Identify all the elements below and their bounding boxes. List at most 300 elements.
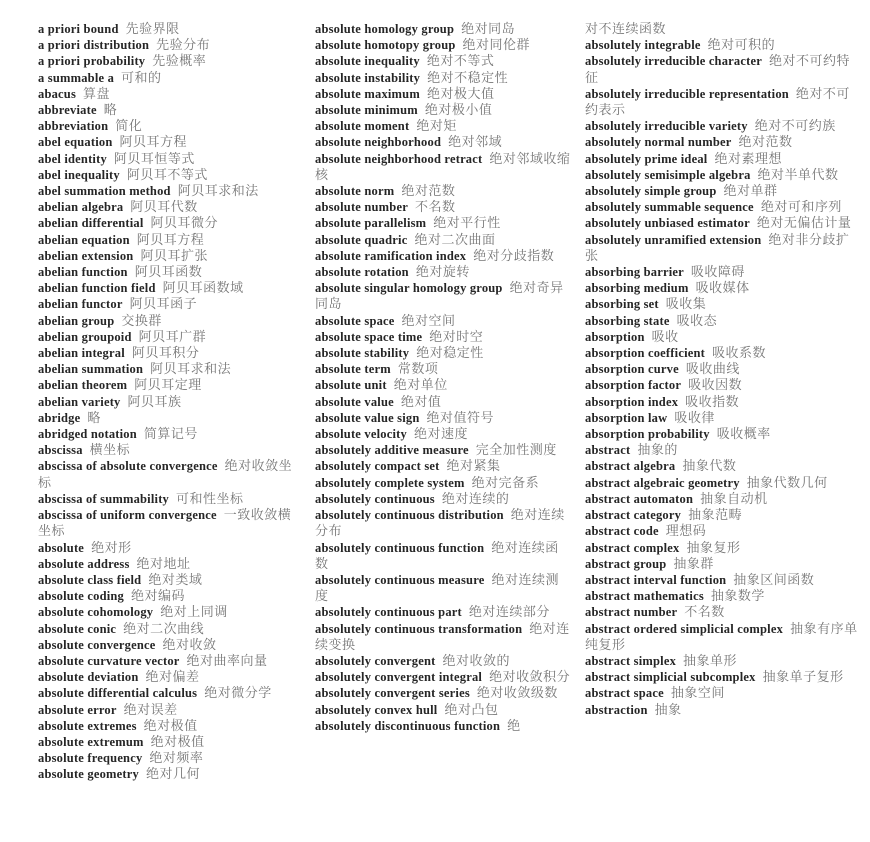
entry-term: abstract (585, 443, 631, 458)
dict-entry (315, 53, 571, 69)
entry-term: absolute extremum (38, 734, 144, 749)
entry-translation: 阿贝耳函数 (134, 264, 203, 280)
entry-translation: 略 (103, 102, 118, 118)
entry-term: absolute rotation (315, 265, 409, 280)
entry-term: absolutely unbiased estimator (585, 216, 750, 231)
dict-entry (585, 426, 861, 442)
dict-entry (315, 669, 571, 685)
entry-term: abstract simplex (585, 653, 677, 668)
dict-entry (315, 151, 571, 183)
dict-entry (38, 394, 301, 410)
dict-entry (315, 653, 571, 669)
entry-translation: 绝对连续部分 (468, 604, 550, 620)
entry-term: abstract automaton (585, 491, 694, 506)
entry-translation: 绝对旋转 (415, 264, 470, 280)
dict-entry (38, 637, 301, 653)
dict-entry (315, 37, 571, 53)
dict-entry (585, 523, 861, 539)
entry-term: absorbing barrier (585, 265, 684, 280)
dict-entry (38, 702, 301, 718)
entry-translation: 阿贝耳求和法 (177, 183, 259, 199)
entry-term: absolutely convergent (315, 653, 436, 668)
entry-term: absolute homology group (315, 22, 455, 36)
dict-entry (38, 669, 301, 685)
entry-translation: 阿贝耳方程 (136, 231, 205, 247)
entry-term: absolutely irreducible variety (585, 119, 748, 134)
entry-translation: 阿贝耳扩张 (140, 247, 208, 263)
entry-term: absorption probability (585, 427, 710, 442)
entry-term: abelian summation (38, 362, 144, 377)
entry-term: absolute norm (315, 184, 395, 199)
dict-entry (38, 37, 301, 53)
dict-entry (585, 685, 861, 701)
dict-entry (315, 702, 571, 718)
entry-translation: 绝对地址 (136, 555, 191, 571)
dict-entry (38, 588, 301, 604)
entry-term: abstract algebraic geometry (585, 475, 740, 490)
dict-entry (38, 151, 301, 167)
dict-entry (38, 134, 301, 150)
entry-term: absolute number (315, 200, 408, 215)
dict-entry (38, 442, 301, 458)
dict-entry (585, 604, 861, 620)
entry-translation: 绝对不等式 (426, 53, 495, 69)
entry-term: abstract group (585, 556, 667, 571)
entry-translation: 抽象复形 (686, 539, 741, 555)
dict-entry (315, 70, 571, 86)
entry-term: absolute quadric (315, 232, 408, 247)
dict-entry (585, 410, 861, 426)
dict-entry (315, 264, 571, 280)
entry-translation: 绝对同伦群 (462, 37, 531, 53)
dict-entry (315, 280, 571, 312)
entry-translation: 绝对凸包 (444, 701, 499, 717)
entry-translation: 绝对非分歧扩张 (585, 231, 850, 263)
dict-entry (38, 604, 301, 620)
dictionary-column-2 (315, 21, 571, 783)
dict-entry (585, 151, 861, 167)
dict-entry (315, 377, 571, 393)
entry-term: abstract complex (585, 540, 680, 555)
entry-translation: 绝对收敛级数 (476, 685, 558, 701)
entry-translation: 抽象单形 (683, 652, 738, 668)
dict-entry (38, 458, 301, 490)
entry-translation: 绝对编码 (131, 588, 186, 604)
entry-translation: 抽象数学 (710, 588, 765, 604)
dict-entry (38, 685, 301, 701)
dict-entry (585, 475, 861, 491)
entry-translation: 绝对素理想 (714, 150, 782, 166)
dict-entry (585, 134, 861, 150)
entry-translation: 先验界限 (125, 21, 180, 36)
entry-term: absolutely continuous (315, 491, 435, 506)
entry-term: absolutely prime ideal (585, 151, 708, 166)
entry-translation: 绝对矩 (416, 118, 457, 134)
entry-translation: 可和性坐标 (176, 490, 244, 506)
entry-translation: 绝对连续的 (441, 490, 510, 506)
entry-translation: 绝对不稳定性 (427, 69, 509, 85)
dict-entry (38, 345, 301, 361)
dict-entry (38, 232, 301, 248)
entry-term: abacus (38, 86, 77, 101)
dict-entry (585, 507, 861, 523)
entry-translation: 绝对微分学 (204, 685, 272, 701)
dict-entry (315, 718, 571, 734)
entry-term: absolute instability (315, 70, 421, 85)
entry-translation: 绝对极小值 (424, 102, 493, 118)
entry-term: abelian function field (38, 281, 156, 296)
entry-translation: 绝对极值 (143, 717, 198, 733)
dict-entry (315, 604, 571, 620)
dict-entry (585, 183, 861, 199)
entry-term: absolute ramification index (315, 248, 467, 263)
entry-translation: 不名数 (684, 604, 725, 620)
dict-entry (38, 653, 301, 669)
dict-entry (585, 280, 861, 296)
dict-entry (585, 556, 861, 572)
entry-term: abbreviate (38, 103, 97, 118)
dict-entry (38, 313, 301, 329)
entry-term: a priori probability (38, 54, 146, 69)
entry-term: absolute space (315, 313, 395, 328)
entry-term: abstraction (585, 702, 648, 717)
dict-entry (585, 361, 861, 377)
entry-translation: 绝对连续函数 (315, 539, 559, 571)
dict-entry (38, 86, 301, 102)
dict-entry (315, 394, 571, 410)
dict-entry (315, 507, 571, 539)
entry-translation: 吸收指数 (685, 393, 740, 409)
entry-term: absolute singular homology group (315, 281, 503, 296)
entry-translation: 吸收系数 (712, 345, 767, 361)
entry-term: abelian equation (38, 232, 130, 247)
entry-term: abelian integral (38, 346, 125, 361)
dict-entry (315, 426, 571, 442)
dict-entry (38, 377, 301, 393)
dict-entry (585, 232, 861, 264)
entry-translation: 绝对同岛 (461, 21, 516, 36)
dict-entry (585, 491, 861, 507)
dict-entry (38, 621, 301, 637)
entry-translation: 吸收曲线 (685, 361, 740, 377)
entry-translation: 绝对分歧指数 (473, 247, 555, 263)
dict-entry (38, 53, 301, 69)
dict-entry (315, 442, 571, 458)
entry-translation: 常数项 (397, 361, 439, 377)
dict-entry (38, 118, 301, 134)
dict-entry (38, 21, 301, 37)
entry-translation: 绝对空间 (401, 312, 456, 328)
dict-entry (315, 540, 571, 572)
entry-translation: 绝对可积的 (707, 37, 776, 53)
entry-term: abstract code (585, 524, 659, 539)
entry-translation: 绝对值 (400, 393, 442, 409)
dict-entry (38, 329, 301, 345)
entry-term: abelian functor (38, 297, 123, 312)
dict-entry (585, 296, 861, 312)
entry-translation: 阿贝耳微分 (150, 215, 219, 231)
entry-translation: 简算记号 (143, 426, 198, 442)
entry-term: absolute neighborhood retract (315, 151, 483, 166)
entry-term: a summable a (38, 70, 115, 85)
dict-entry (315, 118, 571, 134)
dict-entry (585, 86, 861, 118)
entry-term: absorbing state (585, 313, 670, 328)
entry-term: abstract space (585, 686, 664, 701)
entry-term: absolutely semisimple algebra (585, 167, 751, 182)
entry-term: absolutely continuous transformation (315, 621, 523, 636)
dict-entry (585, 167, 861, 183)
dict-entry (315, 232, 571, 248)
entry-translation: 绝对不可约表示 (585, 85, 850, 118)
dict-entry (585, 264, 861, 280)
dict-entry (38, 734, 301, 750)
dict-entry (315, 313, 571, 329)
entry-translation: 绝对几何 (145, 766, 200, 782)
entry-translation: 抽象区间函数 (733, 571, 815, 587)
entry-term: absorption (585, 329, 645, 344)
dict-entry (38, 507, 301, 539)
dict-entry (585, 588, 861, 604)
entry-translation: 绝对收敛积分 (489, 669, 571, 685)
dict-entry (585, 199, 861, 215)
entry-term: abel equation (38, 135, 113, 150)
entry-translation: 绝对时空 (429, 328, 484, 344)
entry-translation: 绝对稳定性 (416, 345, 484, 361)
dict-entry (585, 572, 861, 588)
dict-entry (315, 345, 571, 361)
entry-term: absolutely compact set (315, 459, 440, 474)
dict-entry (38, 426, 301, 442)
entry-translation: 阿贝耳恒等式 (113, 150, 195, 166)
entry-term: absolute value (315, 394, 394, 409)
entry-term: absorption coefficient (585, 346, 706, 361)
dict-entry (38, 766, 301, 782)
entry-translation: 绝对频率 (149, 750, 204, 766)
dict-entry (585, 53, 861, 85)
dict-entry (38, 264, 301, 280)
dict-entry (585, 37, 861, 53)
entry-translation: 吸收概率 (716, 426, 771, 442)
dict-entry (315, 491, 571, 507)
entry-term: absolutely convergent integral (315, 670, 483, 685)
entry-translation: 绝对可和序列 (760, 199, 842, 215)
dict-entry (315, 685, 571, 701)
entry-term: absolute stability (315, 346, 410, 361)
entry-translation: 绝对连续测度 (315, 571, 559, 604)
dict-entry (585, 540, 861, 556)
entry-translation: 抽象空间 (670, 685, 725, 701)
entry-translation: 绝对邻域 (448, 134, 503, 150)
entry-term: abstract simplicial subcomplex (585, 670, 756, 685)
entry-translation: 阿贝耳代数 (130, 199, 198, 215)
entry-translation: 吸收态 (676, 312, 718, 328)
entry-translation: 绝对不可约族 (754, 118, 836, 134)
entry-term: absolute convergence (38, 637, 156, 652)
entry-term: abel inequality (38, 167, 120, 182)
entry-term: absolute address (38, 556, 130, 571)
entry-term: absolute cohomology (38, 605, 154, 620)
entry-translation: 绝对不可约特征 (585, 53, 850, 85)
entry-term: absolutely convex hull (315, 702, 438, 717)
entry-term: abel summation method (38, 184, 171, 199)
dict-entry (585, 345, 861, 361)
entry-term: abelian variety (38, 394, 121, 409)
entry-term: absolutely discontinuous function (315, 718, 501, 733)
entry-translation: 绝对无偏估计量 (756, 215, 852, 231)
entry-term: absolutely summable sequence (585, 200, 754, 215)
entry-translation: 抽象范畴 (688, 507, 743, 523)
entry-translation: 绝对奇异同岛 (315, 280, 564, 312)
entry-term: abbreviation (38, 119, 109, 134)
entry-translation: 完全加性测度 (475, 442, 557, 458)
dict-entry (315, 410, 571, 426)
entry-term: absolutely unramified extension (585, 232, 762, 247)
entry-term: abstract interval function (585, 572, 727, 587)
entry-term: a priori bound (38, 22, 119, 36)
entry-term: abelian groupoid (38, 329, 132, 344)
dict-entry (38, 102, 301, 118)
entry-term: absorption index (585, 394, 679, 409)
entry-term: absolutely irreducible character (585, 54, 762, 69)
entry-term: abelian differential (38, 216, 144, 231)
dict-entry (38, 199, 301, 215)
entry-translation: 绝对连续变换 (315, 620, 570, 652)
dict-entry (585, 313, 861, 329)
dict-entry (585, 702, 861, 718)
entry-term: abstract algebra (585, 459, 676, 474)
entry-term: abelian function (38, 265, 128, 280)
entry-translation: 吸收媒体 (695, 280, 750, 296)
entry-term: abelian algebra (38, 200, 124, 215)
entry-translation: 吸收 (651, 328, 679, 344)
entry-term: absolute geometry (38, 767, 139, 782)
dict-entry (315, 215, 571, 231)
entry-translation: 绝对偏差 (145, 669, 200, 685)
dict-entry (38, 215, 301, 231)
dict-entry (315, 572, 571, 604)
dict-entry (585, 377, 861, 393)
dict-entry (585, 394, 861, 410)
entry-term: absolute curvature vector (38, 653, 180, 668)
entry-translation: 对不连续函数 (585, 21, 667, 36)
dict-entry (38, 572, 301, 588)
entry-term: abstract number (585, 605, 678, 620)
dict-entry (315, 102, 571, 118)
entry-translation: 绝对收敛 (162, 636, 217, 652)
entry-translation: 绝对速度 (413, 426, 468, 442)
entry-term: absolute class field (38, 572, 142, 587)
entry-translation: 绝对半单代数 (757, 166, 839, 182)
entry-term: abelian group (38, 313, 115, 328)
entry-term: absolutely continuous distribution (315, 508, 504, 523)
entry-term: absolute maximum (315, 86, 420, 101)
dict-entry (38, 540, 301, 556)
dict-entry (315, 329, 571, 345)
entry-term: absolute conic (38, 621, 117, 636)
entry-term: absorption factor (585, 378, 682, 393)
dict-entry (38, 296, 301, 312)
entry-translation: 绝对上同调 (160, 604, 228, 620)
entry-term: absolutely irreducible representation (585, 86, 789, 101)
entry-translation: 略 (87, 409, 101, 425)
entry-term: abscissa of uniform convergence (38, 508, 217, 523)
entry-term: absolutely convergent series (315, 686, 470, 701)
entry-translation: 阿贝耳广群 (138, 328, 207, 344)
dict-entry (585, 621, 861, 653)
dict-entry (38, 750, 301, 766)
dict-entry (38, 410, 301, 426)
entry-term: abridged notation (38, 427, 137, 442)
entry-term: absolute extremes (38, 718, 137, 733)
entry-term: absolute error (38, 702, 117, 717)
entry-term: absolute neighborhood (315, 135, 442, 150)
entry-term: absolutely continuous measure (315, 572, 485, 587)
entry-translation: 吸收障碍 (690, 264, 745, 280)
entry-term: absolute frequency (38, 751, 143, 766)
entry-translation: 绝对单位 (393, 377, 448, 393)
dict-entry (585, 118, 861, 134)
dict-entry (315, 21, 571, 37)
entry-translation: 抽象代数 (682, 458, 737, 474)
entry-translation: 先验概率 (152, 53, 207, 69)
dict-entry (315, 134, 571, 150)
dict-entry (38, 718, 301, 734)
dict-entry (38, 361, 301, 377)
entry-term: absorbing set (585, 297, 659, 312)
entry-translation: 绝对类域 (148, 571, 203, 587)
entry-translation: 阿贝耳方程 (119, 134, 188, 150)
entry-translation: 抽象有序单纯复形 (585, 620, 858, 652)
dict-entry (315, 475, 571, 491)
entry-term: absolute inequality (315, 54, 420, 69)
entry-term: absolute homotopy group (315, 38, 456, 53)
entry-term: absolute (38, 540, 85, 555)
dict-entry (38, 70, 301, 86)
entry-term: abstract ordered simplicial complex (585, 621, 784, 636)
entry-translation: 绝对收敛坐标 (38, 458, 293, 490)
entry-term: absolutely normal number (585, 135, 732, 150)
entry-term: abstract category (585, 508, 682, 523)
entry-translation: 阿贝耳定理 (134, 377, 202, 393)
entry-translation: 吸收集 (665, 296, 707, 312)
dict-entry (38, 167, 301, 183)
dict-entry (38, 183, 301, 199)
entry-term: a priori distribution (38, 38, 150, 53)
dict-entry (315, 248, 571, 264)
dict-entry-continuation (585, 21, 861, 37)
dict-entry (315, 199, 571, 215)
dict-entry (315, 621, 571, 653)
entry-term: absolute unit (315, 378, 387, 393)
entry-translation: 抽象群 (673, 555, 714, 571)
entry-term: absolutely additive measure (315, 443, 469, 458)
entry-translation: 绝对收敛的 (442, 652, 511, 668)
entry-term: absolutely continuous part (315, 605, 462, 620)
entry-translation: 简化 (115, 118, 143, 134)
entry-term: absolute coding (38, 589, 125, 604)
entry-term: absolute differential calculus (38, 686, 198, 701)
dict-entry (585, 329, 861, 345)
entry-term: abscissa (38, 443, 83, 458)
dict-entry (585, 442, 861, 458)
entry-translation: 阿贝耳求和法 (150, 361, 232, 377)
entry-translation: 绝对二次曲面 (414, 231, 496, 247)
entry-term: abscissa of absolute convergence (38, 459, 218, 474)
dict-entry (38, 280, 301, 296)
entry-term: abridge (38, 410, 81, 425)
entry-translation: 交换群 (121, 312, 162, 328)
